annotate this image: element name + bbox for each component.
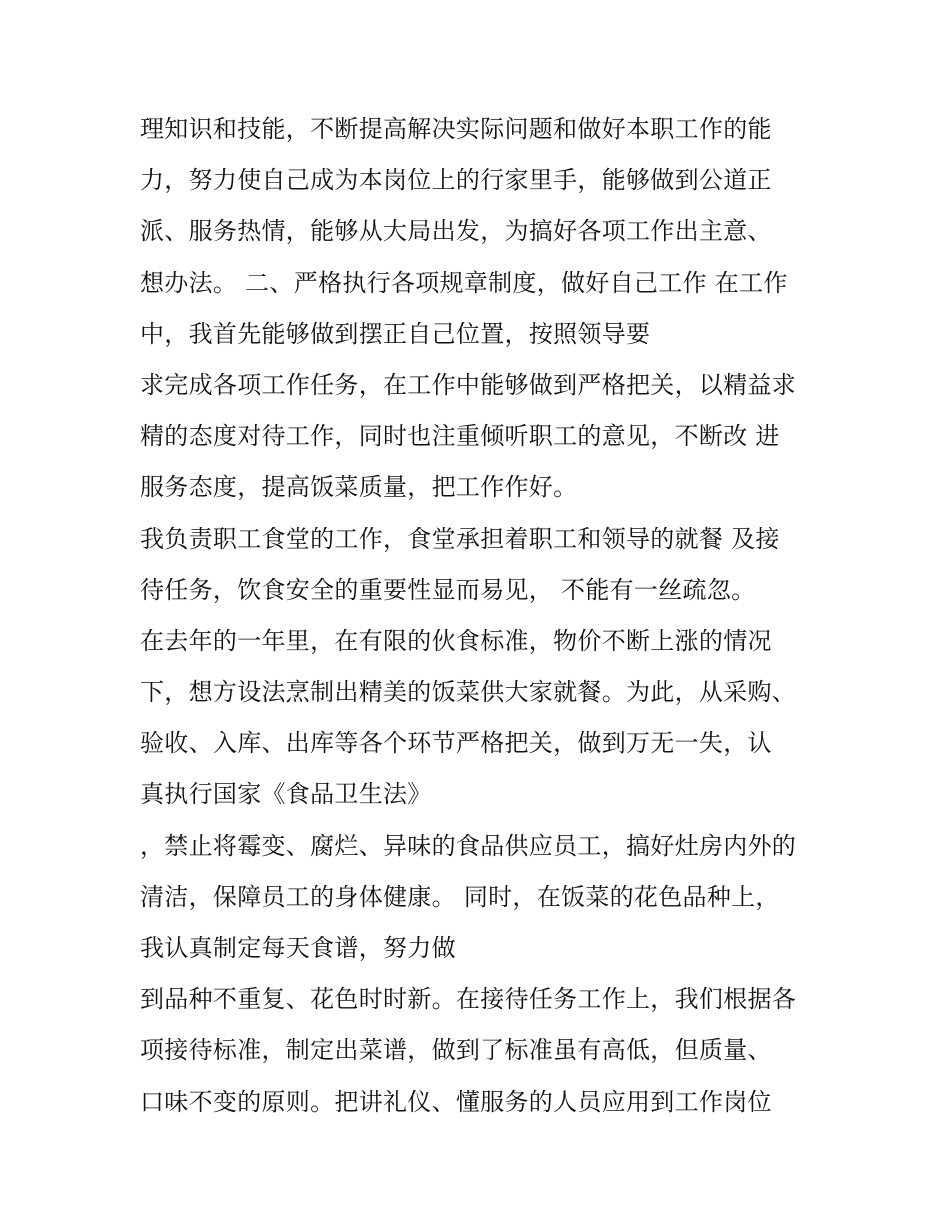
text-line: 派、服务热情，能够从大局出发，为搞好各项工作出主意、 — [140, 217, 772, 246]
text-line: 力，努力使自己成为本岗位上的行家里手，能够做到公道正 — [140, 166, 772, 195]
text-line: 项接待标准，制定出菜谱，做到了标准虽有高低，但质量、 — [140, 1036, 772, 1065]
text-line: 验收、入库、出库等各个环节严格把关，做到万无一失，认 — [140, 729, 772, 758]
body-text — [140, 104, 840, 1128]
text-line: 求完成各项工作任务，在工作中能够做到严格把关，以精益求 — [140, 370, 797, 399]
text-line: ，禁止将霉变、腐烂、异味的食品供应员工，搞好灶房内外的 — [140, 831, 797, 860]
text-line: 中，我首先能够做到摆正自己位置，按照领导要 — [140, 319, 651, 348]
text-line: 在去年的一年里，在有限的伙食标准，物价不断上涨的情况 — [140, 626, 772, 655]
text-line: 想办法。 二、严格执行各项规章制度，做好自己工作 在工作 — [140, 268, 788, 297]
text-line: 到品种不重复、花色时时新。在接待任务工作上，我们根据各 — [140, 985, 797, 1014]
text-line: 清洁，保障员工的身体健康。 同时，在饭菜的花色品种上， — [140, 882, 780, 911]
text-line: 我负责职工食堂的工作，食堂承担着职工和领导的就餐 及接 — [140, 524, 780, 553]
text-line: 服务态度，提高饭菜质量，把工作作好。 — [140, 473, 578, 502]
text-line: 我认真制定每天食谱，努力做 — [140, 934, 456, 962]
text-line: 真执行国家《食品卫生法》 — [140, 780, 432, 809]
text-line: 下，想方设法烹制出精美的饭菜供大家就餐。为此，从采购、 — [140, 678, 797, 707]
text-line: 待任务，饮食安全的重要性显而易见， 不能有一丝疏忽。 — [140, 575, 756, 604]
text-line: 理知识和技能，不断提高解决实际问题和做好本职工作的能 — [140, 115, 772, 143]
text-line: 精的态度对待工作，同时也注重倾听职工的意见，不断改 进 — [140, 422, 780, 451]
text-line: 口味不变的原则。把讲礼仪、懂服务的人员应用到工作岗位 — [140, 1087, 772, 1116]
